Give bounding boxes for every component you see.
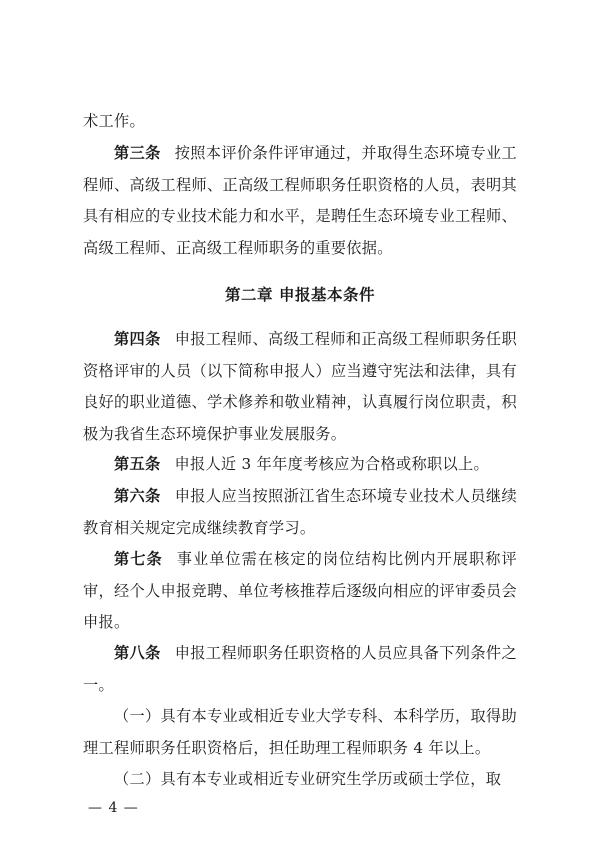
list-item-2 <box>83 764 517 796</box>
article-label: 第七条 <box>114 550 163 568</box>
article-label: 第六条 <box>114 487 161 505</box>
article-label: 第八条 <box>114 644 161 662</box>
article-5 <box>83 449 517 481</box>
article-3 <box>83 138 517 264</box>
article-label: 第五条 <box>114 455 161 473</box>
article-label: 第四条 <box>114 330 161 348</box>
paragraph-text: 术工作。 <box>83 112 145 130</box>
article-7 <box>83 544 517 639</box>
list-item-1 <box>83 701 517 764</box>
chapter-title: 第二章 申报基本条件 <box>225 286 375 304</box>
paragraph-continuation <box>83 106 517 138</box>
article-text: 申报人应当按照浙江省生态环境专业技术人员继续教育相关规定完成继续教育学习。 <box>83 487 517 537</box>
article-text: 申报工程师、高级工程师和正高级工程师职务任职资格评审的人员（以下简称申报人）应当遵守宪法和法律，具有良好的职业道德、学术修养和敬业精神，认真履行岗位职责，积极为我省生态环境保护事业发展服务。 <box>83 330 517 443</box>
article-text: 申报工程师职务任职资格的人员应具备下列条件之一。 <box>83 644 517 694</box>
list-item-text: （二）具有本专业或相近专业研究生学历或硕士学位，取 <box>114 770 502 788</box>
list-item-text: （一）具有本专业或相近专业大学专科、本科学历，取得助理工程师职务任职资格后，担任助理工程师职务 4 年以上。 <box>83 707 517 757</box>
article-8 <box>83 638 517 701</box>
article-text: 按照本评价条件评审通过，并取得生态环境专业工程师、高级工程师、正高级工程师职务任职资格的人员，表明其具有相应的专业技术能力和水平，是聘任生态环境专业工程师、高级工程师、正高级工程师职务的重要依据。 <box>83 144 517 257</box>
article-6 <box>83 481 517 544</box>
article-text: 申报人近 3 年年度考核应为合格或称职以上。 <box>174 455 489 473</box>
article-label: 第三条 <box>114 144 161 162</box>
article-4 <box>83 324 517 450</box>
article-text: 事业单位需在核定的岗位结构比例内开展职称评审，经个人申报竞聘、单位考核推荐后逐级向相应的评审委员会申报。 <box>83 550 517 631</box>
page-number: — 4 — <box>88 800 139 816</box>
